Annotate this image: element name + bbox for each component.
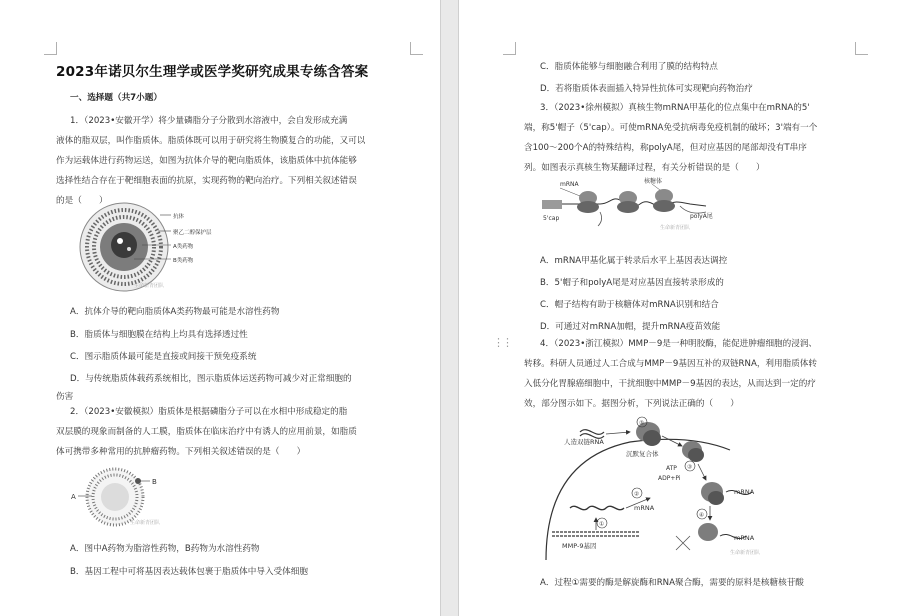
watermark: 生命新青团队	[730, 550, 761, 556]
figure-label: B	[152, 478, 157, 486]
q3-option-d: D．可通过对mRNA加帽，提升mRNA疫苗效能	[540, 322, 721, 332]
q1-option-b: B．脂质体与细胞膜在结构上均具有选择透过性	[70, 330, 248, 340]
step-label: ⑤	[639, 420, 644, 427]
figure-label: 沉默复合体	[626, 450, 659, 458]
q1-option-d-cont: 伤害	[56, 392, 74, 402]
q2-option-d: D．若将脂质体表面插入特异性抗体可实现靶向药物治疗	[540, 84, 753, 94]
figure-label: B类药物	[173, 258, 194, 264]
step-label: ④	[699, 512, 704, 519]
q4-line: 4．（2023•浙江模拟）MMP－9是一种明胶酶，能促进肿瘤细胞的浸润、	[540, 339, 818, 349]
figure-label: A类药物	[173, 244, 194, 250]
figure-label: mRNA	[634, 504, 655, 512]
liposome-antibody-figure	[74, 201, 224, 293]
figure-label: A	[71, 493, 76, 501]
q4-option-a: A．过程①需要的酶是解旋酶和RNA聚合酶，需要的原料是核糖核苷酸	[540, 578, 804, 588]
q4-line: 入低分化胃腺癌细胞中，干扰细胞中MMP－9基因的表达，从而达到一定的疗	[524, 379, 816, 389]
step-label: ②	[634, 491, 639, 498]
q3-line: 列。如图表示真核生物某翻译过程，有关分析错误的是（ ）	[524, 163, 765, 173]
figure-label: ATP	[666, 465, 677, 472]
document-title: 2023年诺贝尔生理学或医学奖研究成果专练含答案	[56, 64, 369, 80]
crop-mark	[410, 42, 423, 55]
figure-label: MMP-9基因	[562, 542, 597, 550]
q1-line: 选择性结合存在于靶细胞表面的抗原，实现药物的靶向治疗。下列相关叙述错误	[56, 176, 357, 186]
q4-line: 转移。科研人员通过人工合成与MMP－9基因互补的双链RNA，利用脂质体转	[524, 359, 817, 369]
translation-figure	[540, 176, 720, 232]
step-label: ③	[687, 464, 692, 471]
figure-label: 抗体	[173, 214, 185, 220]
q2-line: 双层膜的现象而制备的人工膜，脂质体在临床治疗中有诱人的应用前景，如脂质	[56, 427, 357, 437]
figure-label: polyA尾	[690, 213, 713, 220]
figure-label: 聚乙二醇保护层	[173, 230, 212, 236]
figure-label: mRNA	[734, 488, 755, 496]
step-label: ①	[599, 521, 604, 528]
figure-label: 核糖体	[644, 178, 663, 185]
watermark: 生命新青团队	[134, 283, 165, 289]
q1-line: 液体的脂双层，叫作脂质体。脂质体既可以用于研究将生物膜复合的功能，又可以	[56, 136, 366, 146]
crop-mark	[44, 42, 57, 55]
section-heading: 一、选择题（共7小题）	[70, 93, 162, 103]
q2-option-b: B．基因工程中可将基因表达载体包裹于脂质体中导入受体细胞	[70, 567, 308, 577]
mmp9-rnai-figure	[540, 410, 790, 560]
q3-option-a: A．mRNA甲基化属于转录后水平上基因表达调控	[540, 256, 728, 266]
q3-line: 3．（2023•徐州模拟）真核生物mRNA甲基化的位点集中在mRNA的5'	[540, 103, 810, 113]
drag-handle-icon[interactable]: ⋮⋮	[493, 336, 511, 349]
q3-line: 端，称5'帽子（5'cap）。可使mRNA免受抗病毒免疫机制的破坏；3'端有一个	[524, 123, 818, 133]
figure-label: mRNA	[734, 534, 755, 542]
q1-line: 1．（2023•安徽开学）将少量磷脂分子分散到水溶液中，会自发形成充满	[70, 116, 348, 126]
q2-option-c: C．脂质体能够与细胞融合利用了膜的结构特点	[540, 62, 718, 72]
q3-option-b: B．5'帽子和polyA尾是对应基因直接转录形成的	[540, 278, 724, 288]
q2-line: 体可携带多种常用的抗肿瘤药物。下列相关叙述错误的是（ ）	[56, 447, 306, 457]
q1-option-a: A．抗体介导的靶向脂质体A类药物最可能是水溶性药物	[70, 307, 280, 317]
q3-line: 含100～200个A的特殊结构，称polyA尾，但对应基因的尾部却没有T串序	[524, 143, 807, 153]
figure-label: mRNA	[560, 181, 579, 188]
q1-line: 作为运载体进行药物运送，如图为抗体介导的靶向脂质体，该脂质体中抗体能够	[56, 156, 357, 166]
q2-line: 2．（2023•安徽模拟）脂质体是根据磷脂分子可以在水相中形成稳定的脂	[70, 407, 348, 417]
q1-option-d: D．与传统脂质体载药系统相比，图示脂质体运送药物可减少对正常细胞的	[70, 374, 352, 384]
q4-line: 效，部分图示如下。据图分析，下列说法正确的（ ）	[524, 399, 739, 409]
figure-label: 5'cap	[543, 215, 560, 222]
q1-line: 的是（ ）	[56, 196, 108, 206]
watermark: 生命新青团队	[130, 520, 161, 526]
watermark: 生命新青团队	[660, 225, 691, 231]
q2-option-a: A．图中A药物为脂溶性药物，B药物为水溶性药物	[70, 544, 260, 554]
crop-mark	[503, 42, 516, 55]
figure-label: ADP+Pi	[658, 475, 681, 482]
q3-option-c: C．帽子结构有助于核糖体对mRNA识别和结合	[540, 300, 719, 310]
liposome-drug-figure	[70, 466, 180, 528]
crop-mark	[855, 42, 868, 55]
q1-option-c: C．图示脂质体最可能是直接或间接干预免疫系统	[70, 352, 257, 362]
five-cap-block	[542, 200, 562, 209]
figure-label: 人造双链RNA	[564, 438, 604, 446]
document-page-left	[0, 0, 441, 616]
